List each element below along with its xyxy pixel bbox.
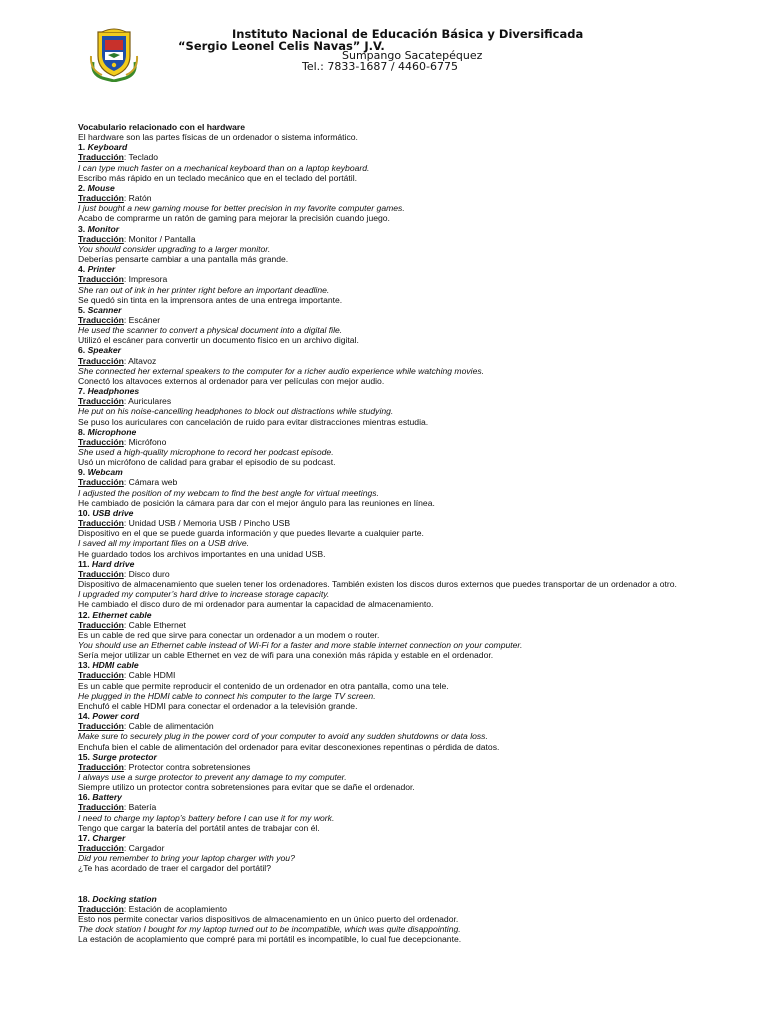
translation-line	[78, 802, 718, 812]
translation-value: : Altavoz	[123, 355, 157, 366]
translation-value: : Micrófono	[123, 436, 167, 447]
translation-label: Traducción	[78, 670, 124, 681]
translation-value: : Impresora	[123, 274, 168, 285]
example-sentence-english: I can type much faster on a mechanical keyboard than on a laptop keyboard.	[78, 162, 370, 173]
example-sentence-spanish: Tengo que cargar la batería del portátil antes de trabajar con él.	[78, 822, 320, 833]
translation-value: : Cargador	[123, 843, 165, 854]
example-sentence-spanish: Conectó los altavoces externos al ordenador para ver películas con mejor audio.	[78, 375, 385, 386]
document-intro: El hardware son las partes físicas de un ordenador o sistema informático.	[78, 132, 358, 143]
example-sentence-spanish: Se puso los auriculares con cancelación de ruido para evitar distracciones mientras estudia.	[78, 416, 429, 427]
example-sentence-spanish: Enchufó el cable HDMI para conectar el ordenador a la televisión grande.	[78, 700, 358, 711]
term-number: 8.	[78, 426, 88, 437]
example-sentence-english: I saved all my important files on a USB drive.	[78, 538, 249, 549]
translation-line	[78, 152, 718, 162]
translation-label: Traducción	[78, 193, 124, 204]
translation-value: : Auriculares	[123, 396, 172, 407]
term-word: Headphones	[87, 386, 140, 397]
translation-label: Traducción	[78, 396, 124, 407]
term-heading	[78, 792, 718, 802]
translation-line	[78, 620, 718, 630]
vocabulary-entry	[78, 142, 718, 183]
term-number: 10.	[78, 507, 93, 518]
example-sentence-spanish: La estación de acoplamiento que compré para mi portátil es incompatible, lo cual fue decepcionante.	[78, 934, 462, 945]
term-word: Hard drive	[91, 558, 135, 569]
example-sentence-spanish: Deberías pensarte cambiar a una pantalla más grande.	[78, 254, 289, 265]
term-number: 4.	[78, 264, 88, 275]
term-heading	[78, 467, 718, 477]
term-number: 9.	[78, 467, 88, 478]
translation-value: : Teclado	[123, 152, 159, 163]
translation-line	[78, 274, 718, 284]
document-header	[0, 0, 768, 100]
vocabulary-list	[78, 142, 718, 944]
translation-value: : Ratón	[123, 193, 152, 204]
translation-label: Traducción	[78, 802, 124, 813]
example-sentence-spanish: Acabo de comprarme un ratón de gaming para mejorar la precisión cuando juego.	[78, 213, 390, 224]
example-sentence-english: You should consider upgrading to a larger monitor.	[78, 243, 271, 254]
translation-value: : Cable HDMI	[123, 670, 176, 681]
example-sentence-english: I always use a surge protector to prevent any damage to my computer.	[78, 772, 347, 782]
translation-label: Traducción	[78, 568, 124, 579]
term-number: 11.	[78, 558, 92, 569]
translation-label: Traducción	[78, 903, 124, 914]
term-number: 12.	[78, 609, 93, 620]
term-number: 2.	[78, 182, 88, 193]
term-word: Charger	[92, 832, 126, 843]
example-sentence-spanish: Sería mejor utilizar un cable Ethernet en vez de wifi para una conexión más rápida y estable en el ordenador.	[78, 650, 494, 661]
term-heading	[78, 427, 718, 437]
term-heading	[78, 183, 718, 193]
example-sentence-english: Did you remember to bring your laptop charger with you?	[78, 853, 295, 864]
vocabulary-entry	[78, 183, 718, 224]
translation-line	[78, 904, 718, 914]
vocabulary-entry	[78, 427, 718, 468]
vocabulary-entry	[78, 711, 718, 752]
term-heading	[78, 660, 718, 670]
example-sentence-english: She connected her external speakers to the computer for a richer audio experience while watching movies.	[78, 365, 485, 376]
school-name: “Sergio Leonel Celis Navas” J.V.	[178, 39, 385, 53]
term-number: 18.	[78, 893, 93, 904]
school-phone: Tel.: 7833-1687 / 4460-6775	[302, 60, 458, 73]
term-number: 16.	[78, 792, 93, 803]
example-sentence-spanish: He cambiado de posición la cámara para dar con el mejor ángulo para las reuniones en línea.	[78, 497, 435, 508]
term-heading	[78, 833, 718, 843]
example-sentence-english: She ran out of ink in her printer right before an important deadline.	[78, 284, 330, 295]
vocabulary-entry	[78, 874, 718, 945]
vocabulary-document-body	[78, 122, 718, 944]
translation-line	[78, 762, 718, 772]
example-sentence-english: I just bought a new gaming mouse for better precision in my favorite computer games.	[78, 203, 405, 214]
term-heading	[78, 386, 718, 396]
example-sentence-spanish: Escribo más rápido en un teclado mecánico que en el teclado del portátil.	[78, 172, 357, 183]
term-word: Webcam	[87, 467, 123, 478]
term-word: Monitor	[87, 223, 120, 234]
translation-value: : Escáner	[123, 314, 161, 325]
translation-line	[78, 477, 718, 487]
translation-line	[78, 721, 718, 731]
example-sentence-english: She used a high-quality microphone to record her podcast episode.	[78, 447, 334, 457]
example-sentence-english: Make sure to securely plug in the power cord of your computer to avoid any sudden shutdowns or data loss.	[78, 731, 488, 742]
example-sentence-english: He used the scanner to convert a physical document into a digital file.	[78, 325, 343, 336]
example-sentence-english: He plugged in the HDMI cable to connect his computer to the large TV screen.	[78, 690, 376, 701]
translation-value: : Monitor / Pantalla	[123, 233, 196, 244]
term-word: Scanner	[87, 304, 122, 315]
translation-label: Traducción	[78, 314, 124, 325]
example-sentence-spanish: Dispositivo en el que se puede guarda información y que puedes llevarte a cualquier parte.	[78, 528, 424, 539]
term-heading	[78, 345, 718, 355]
vocabulary-entry	[78, 224, 718, 265]
term-word: Docking station	[92, 893, 157, 904]
translation-label: Traducción	[78, 477, 124, 488]
term-number: 6.	[78, 345, 88, 356]
term-number: 15.	[78, 751, 93, 762]
term-word: Battery	[92, 792, 122, 803]
term-number: 7.	[78, 386, 88, 397]
example-sentence-english: You should use an Ethernet cable instead of Wi-Fi for a faster and more stable internet connection on your computer.	[78, 639, 523, 650]
term-word: Printer	[87, 264, 116, 275]
translation-label: Traducción	[78, 721, 124, 732]
example-sentence-english: The dock station I bought for my laptop turned out to be incompatible, which was quite disappointing.	[78, 924, 461, 935]
translation-line	[78, 193, 718, 203]
term-word: Microphone	[87, 426, 137, 437]
example-sentence-spanish: He cambiado el disco duro de mi ordenador para aumentar la capacidad de almacenamiento.	[78, 599, 434, 610]
vocabulary-entry	[78, 610, 718, 661]
translation-line	[78, 518, 718, 528]
term-number: 1.	[78, 142, 88, 153]
term-heading	[78, 305, 718, 315]
translation-label: Traducción	[78, 843, 124, 854]
translation-line	[78, 843, 718, 853]
example-sentence-spanish: Esto nos permite conectar varios dispositivos de almacenamiento en un único puerto del ordenador.	[78, 913, 459, 924]
term-heading	[78, 224, 718, 234]
term-heading	[78, 264, 718, 274]
term-heading	[78, 752, 718, 762]
vocabulary-entry	[78, 508, 718, 559]
term-number: 13.	[78, 660, 93, 671]
translation-value: : Protector contra sobretensiones	[123, 761, 251, 772]
example-sentence-english: I adjusted the position of my webcam to find the best angle for virtual meetings.	[78, 487, 379, 498]
term-heading	[78, 142, 718, 152]
translation-value: : Cable de alimentación	[123, 721, 214, 732]
school-crest-logo	[88, 26, 140, 82]
example-sentence-spanish: Enchufa bien el cable de alimentación del ordenador para evitar desconexiones repentinas o pérdida de datos.	[78, 741, 500, 752]
translation-line	[78, 315, 718, 325]
example-sentence-spanish: Dispositivo de almacenamiento que suelen tener los ordenadores. También existen los discos duros externos que puedes transportar de un ordenador a otro.	[78, 579, 677, 590]
example-sentence-spanish: He guardado todos los archivos importantes en una unidad USB.	[78, 548, 326, 559]
example-sentence-spanish: Es un cable que permite reproducir el contenido de un ordenador en otra pantalla, como una tele.	[78, 680, 449, 691]
term-word: Mouse	[87, 182, 115, 193]
school-location: Sumpango Sacatepéquez	[342, 49, 483, 62]
vocabulary-entry	[78, 833, 718, 874]
translation-value: : Disco duro	[123, 568, 170, 579]
vocabulary-entry	[78, 345, 718, 386]
translation-label: Traducción	[78, 619, 124, 630]
term-word: Power cord	[92, 711, 140, 722]
term-number: 17.	[78, 832, 93, 843]
translation-line	[78, 437, 718, 447]
institution-name: Instituto Nacional de Educación Básica y Diversificada	[232, 27, 584, 41]
term-heading	[78, 711, 718, 721]
term-word: Speaker	[87, 345, 122, 356]
vocabulary-entry	[78, 752, 718, 793]
example-sentence-spanish: Utilizó el escáner para convertir un documento físico en un archivo digital.	[78, 335, 359, 346]
example-sentence-english: I need to charge my laptop’s battery before I can use it for my work.	[78, 812, 335, 823]
section-spacer	[78, 874, 718, 894]
translation-line	[78, 234, 718, 244]
translation-value: : Batería	[123, 802, 157, 813]
vocabulary-entry	[78, 467, 718, 508]
vocabulary-entry	[78, 792, 718, 833]
document-title: Vocabulario relacionado con el hardware	[78, 122, 245, 132]
example-sentence-english: He put on his noise-cancelling headphones to block out distractions while studying.	[78, 406, 394, 417]
translation-line	[78, 396, 718, 406]
example-sentence-spanish: Se quedó sin tinta en la imprensora antes de una entrega importante.	[78, 294, 343, 305]
vocabulary-entry	[78, 305, 718, 346]
translation-label: Traducción	[78, 152, 124, 163]
translation-line	[78, 356, 718, 366]
translation-label: Traducción	[78, 233, 124, 244]
vocabulary-entry	[78, 264, 718, 305]
example-sentence-spanish: Usó un micrófono de calidad para grabar el episodio de su podcast.	[78, 457, 336, 468]
term-number: 5.	[78, 304, 88, 315]
translation-label: Traducción	[78, 436, 124, 447]
term-word: Ethernet cable	[92, 609, 152, 620]
term-word: Keyboard	[87, 142, 128, 153]
translation-value: : Cámara web	[123, 477, 178, 488]
term-word: HDMI cable	[92, 660, 139, 671]
translation-value: : Estación de acoplamiento	[123, 903, 228, 914]
example-sentence-spanish: Siempre utilizo un protector contra sobretensiones para evitar que se dañe el ordenador.	[78, 782, 415, 793]
translation-value: : Unidad USB / Memoria USB / Pincho USB	[123, 518, 291, 529]
vocabulary-entry	[78, 660, 718, 711]
translation-line	[78, 670, 718, 680]
translation-label: Traducción	[78, 355, 124, 366]
term-heading	[78, 610, 718, 620]
example-sentence-spanish: Es un cable de red que sirve para conectar un ordenador a un modem o router.	[78, 629, 380, 640]
vocabulary-entry	[78, 386, 718, 427]
translation-value: : Cable Ethernet	[123, 619, 186, 630]
vocabulary-entry	[78, 559, 718, 610]
term-heading	[78, 559, 718, 569]
example-sentence-spanish: ¿Te has acordado de traer el cargador del portátil?	[78, 863, 271, 874]
example-sentence-english: I upgraded my computer’s hard drive to increase storage capacity.	[78, 589, 330, 600]
term-heading	[78, 508, 718, 518]
translation-label: Traducción	[78, 761, 124, 772]
term-word: Surge protector	[92, 751, 157, 762]
translation-label: Traducción	[78, 518, 124, 529]
translation-line	[78, 569, 718, 579]
term-heading	[78, 894, 718, 904]
term-word: USB drive	[92, 507, 134, 518]
translation-label: Traducción	[78, 274, 124, 285]
term-number: 14.	[78, 711, 93, 722]
term-number: 3.	[78, 223, 88, 234]
